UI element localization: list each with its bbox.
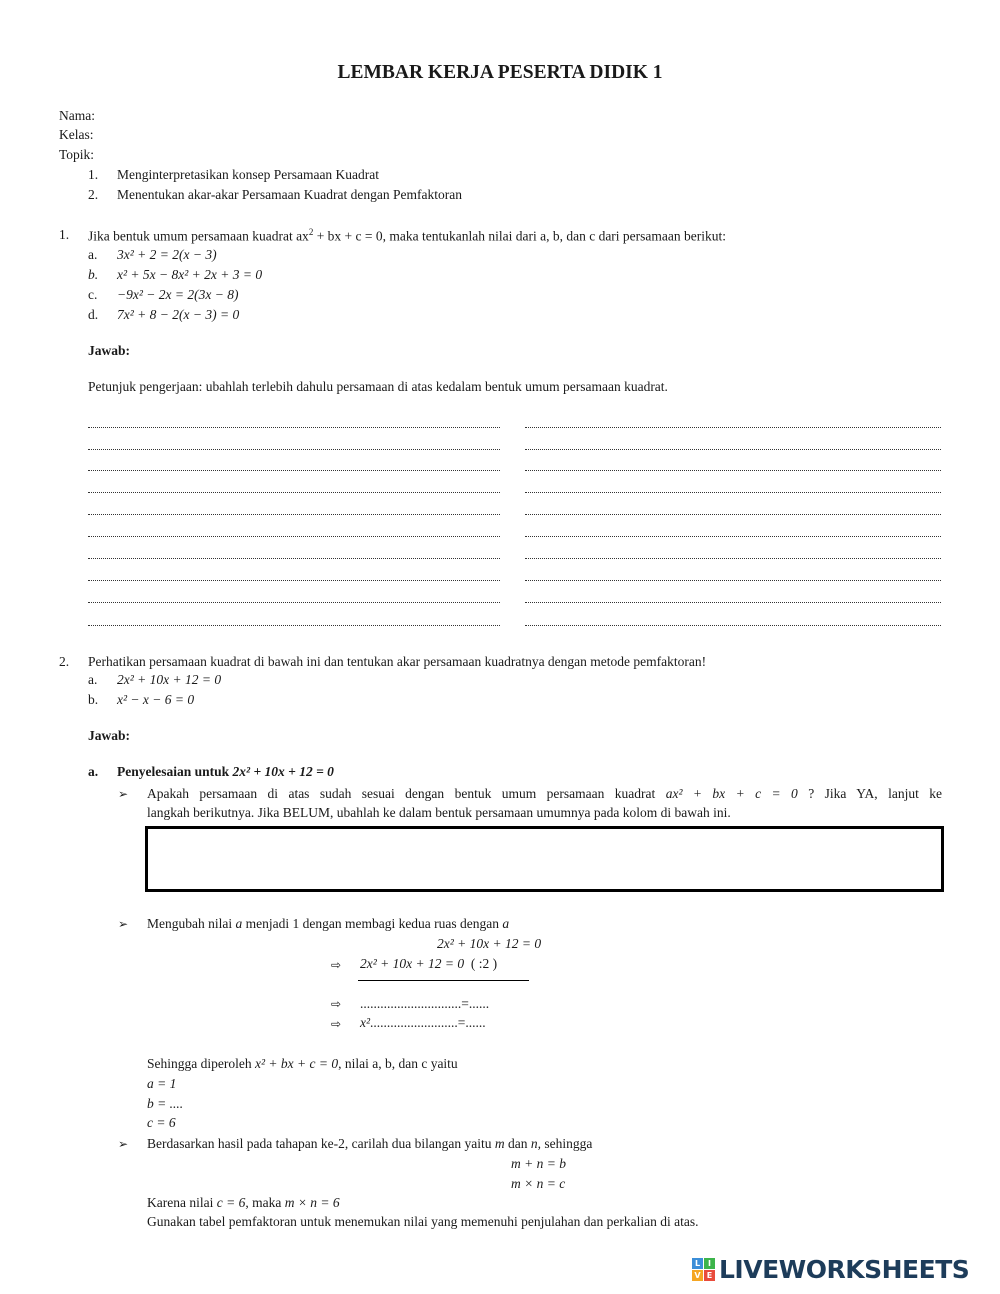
topic-text: Menginterpretasikan konsep Persamaan Kuadrat xyxy=(117,167,380,182)
since-text: Karena nilai c = 6, maka m × n = 6 xyxy=(147,1195,340,1210)
equation: 2x² + 10x + 12 = 0 xyxy=(117,672,222,687)
step1-text: Apakah persamaan di atas sudah sesuai dengan bentuk umum persamaan kuadrat ax² + bx + c = 0 ? Jika YA, lanjut ke xyxy=(147,786,943,801)
product-equation: m × n = c xyxy=(511,1176,566,1191)
equation: x² + 5x − 8x² + 2x + 3 = 0 xyxy=(117,267,263,282)
logo-tile: E xyxy=(704,1270,715,1281)
equation: 7x² + 8 − 2(x − 3) = 0 xyxy=(117,307,240,322)
item-label: a. xyxy=(88,247,98,262)
equation: x² − x − 6 = 0 xyxy=(117,692,195,707)
division-line xyxy=(358,980,529,981)
value-c: c = 6 xyxy=(147,1115,176,1130)
answer-line[interactable] xyxy=(525,470,941,471)
fill-blank[interactable]: x²..........................=...... xyxy=(360,1015,486,1030)
value-b[interactable]: b = .... xyxy=(147,1096,184,1111)
answer-box[interactable] xyxy=(145,826,944,892)
topic-text: Menentukan akar-akar Persamaan Kuadrat dengan Pemfaktoran xyxy=(117,187,462,202)
answer-line[interactable] xyxy=(525,492,941,493)
sum-equation: m + n = b xyxy=(511,1156,566,1171)
hint-text: Petunjuk pengerjaan: ubahlah terlebih dahulu persamaan di atas kedalam bentuk umum persamaan kuadrat. xyxy=(88,379,668,394)
answer-line[interactable] xyxy=(88,427,500,428)
item-label: a. xyxy=(88,672,98,687)
final-instruction: Gunakan tabel pemfaktoran untuk menemukan nilai yang memenuhi penjulahan dan perkalian di atas. xyxy=(147,1214,699,1229)
arrow-bullet-icon: ➢ xyxy=(118,1137,129,1151)
value-a: a = 1 xyxy=(147,1076,177,1091)
page-title: LEMBAR KERJA PESERTA DIDIK 1 xyxy=(337,62,663,83)
topik-label: Topik: xyxy=(59,147,95,162)
liveworksheets-logo xyxy=(692,1254,969,1284)
equation: −9x² − 2x = 2(3x − 8) xyxy=(117,287,239,302)
answer-line[interactable] xyxy=(525,580,941,581)
implies-arrow-icon: ⇨ xyxy=(331,958,342,972)
answer-line[interactable] xyxy=(88,602,500,603)
result-text: Sehingga diperoleh x² + bx + c = 0, nilai a, b, dan c yaitu xyxy=(147,1056,458,1071)
implies-arrow-icon: ⇨ xyxy=(331,1017,342,1031)
fill-blank[interactable]: ..............................=...... xyxy=(360,996,490,1011)
logo-grid-icon xyxy=(692,1258,715,1281)
question-number: 2. xyxy=(59,654,70,669)
item-label: c. xyxy=(88,287,98,302)
answer-line[interactable] xyxy=(525,449,941,450)
sub-heading: Penyelesaian untuk 2x² + 10x + 12 = 0 xyxy=(117,764,334,779)
question-number: 1. xyxy=(59,227,70,242)
answer-line[interactable] xyxy=(525,427,941,428)
logo-tile: I xyxy=(704,1258,715,1269)
step3-text: Berdasarkan hasil pada tahapan ke-2, carilah dua bilangan yaitu m dan n, sehingga xyxy=(147,1136,593,1151)
step1-text-line2: langkah berikutnya. Jika BELUM, ubahlah ke dalam bentuk persamaan umumnya pada kolom di bawah ini. xyxy=(147,805,731,820)
equation: 2x² + 10x + 12 = 0 xyxy=(437,936,542,951)
nama-label: Nama: xyxy=(59,108,95,123)
answer-line[interactable] xyxy=(525,625,941,626)
kelas-label: Kelas: xyxy=(59,127,94,142)
sub-label: a. xyxy=(88,764,99,779)
item-label: b. xyxy=(88,692,99,707)
answer-line[interactable] xyxy=(88,558,500,559)
arrow-bullet-icon: ➢ xyxy=(118,787,129,801)
answer-line[interactable] xyxy=(525,602,941,603)
logo-tile: V xyxy=(692,1270,703,1281)
answer-line[interactable] xyxy=(525,514,941,515)
question-prompt: Jika bentuk umum persamaan kuadrat $ax^2$ + bx + c = 0, maka tentukanlah nilai dari a, b, dan c dari persamaan berikut: xyxy=(88,227,727,244)
answer-label: Jawab: xyxy=(88,343,131,358)
answer-line[interactable] xyxy=(88,536,500,537)
question-prompt: Perhatikan persamaan kuadrat di bawah ini dan tentukan akar persamaan kuadratnya dengan metode pemfaktoran! xyxy=(88,654,707,669)
division-equation: 2x² + 10x + 12 = 0 ( :2 ) xyxy=(360,956,498,971)
topic-number: 1. xyxy=(88,167,99,182)
answer-line[interactable] xyxy=(88,449,500,450)
step2-text: Mengubah nilai a menjadi 1 dengan membagi kedua ruas dengan a xyxy=(147,916,510,931)
answer-line[interactable] xyxy=(88,492,500,493)
answer-line[interactable] xyxy=(88,470,500,471)
answer-line[interactable] xyxy=(88,580,500,581)
answer-line[interactable] xyxy=(88,625,500,626)
answer-line[interactable] xyxy=(525,558,941,559)
item-label: b. xyxy=(88,267,99,282)
logo-tile: L xyxy=(692,1258,703,1269)
item-label: d. xyxy=(88,307,99,322)
logo-text: LIVEWORKSHEETS xyxy=(719,1254,970,1284)
topic-number: 2. xyxy=(88,187,99,202)
answer-line[interactable] xyxy=(88,514,500,515)
equation: 3x² + 2 = 2(x − 3) xyxy=(117,247,217,262)
arrow-bullet-icon: ➢ xyxy=(118,917,129,931)
answer-label: Jawab: xyxy=(88,728,131,743)
implies-arrow-icon: ⇨ xyxy=(331,997,342,1011)
answer-line[interactable] xyxy=(525,536,941,537)
